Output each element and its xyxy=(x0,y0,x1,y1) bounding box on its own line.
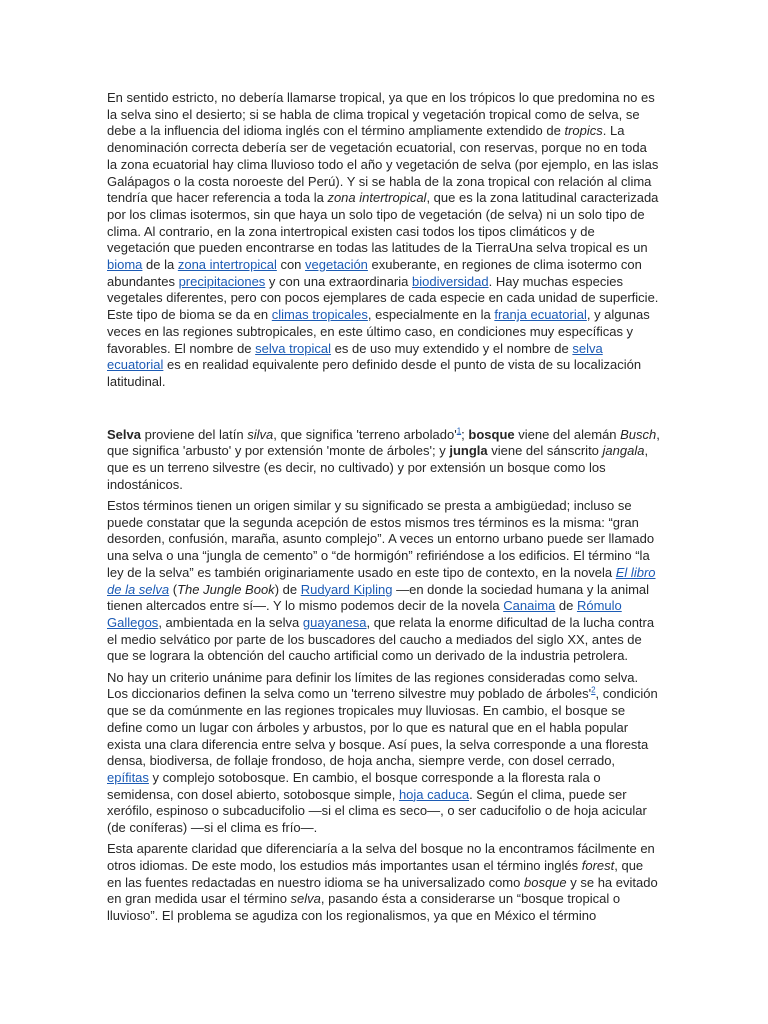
text-run: . La denominación correcta debería ser de vegetación ecuatorial, con reservas, porque no en toda la zona ecuatorial hay clima lluvioso todo el año y vegetación de selva (por ejemplo, en las islas Galápagos o la costa noroeste del Perú). Y si se habla de la zona tropical con relación al clima tendría que hacer referencia a toda la xyxy=(107,123,659,206)
italic-term: Busch xyxy=(620,426,657,442)
link-franja-ecuatorial[interactable]: franja ecuatorial xyxy=(494,307,587,323)
link-vegetacion[interactable]: vegetación xyxy=(305,257,368,273)
paragraph xyxy=(107,670,660,837)
text-run: , pasando ésta a considerarse un “bosque tropical o lluvioso”. El problema se agudiza con los regionalismos, ya que en México el término xyxy=(107,891,621,924)
italic-term: zona intertropical xyxy=(327,190,427,206)
text-run: de xyxy=(555,598,577,614)
text-run: , y algunas veces en las regiones subtropicales, en este último caso, en condiciones muy específicas y favorables. El nombre de xyxy=(107,307,650,356)
link-selva-tropical[interactable]: selva tropical xyxy=(255,340,332,356)
text-run: , especialmente en la xyxy=(367,307,495,323)
link-hoja-caduca[interactable]: hoja caduca xyxy=(398,786,470,802)
text-run: ( xyxy=(169,581,178,597)
italic-term: The Jungle Book xyxy=(177,581,275,597)
text-run: y complejo sotobosque. En cambio, el bosque corresponde a la floresta rala o semidensa, con dosel abierto, sotobosque simple, xyxy=(107,769,601,802)
footnote-ref-link[interactable]: 1 xyxy=(456,426,462,436)
text-run: . Según el clima, puede ser xerófilo, espinoso o subcaducifolio —si el clima es seco—, o ser caducifolio o de hoja acicular (de coníferas) —si el clima es frío—. xyxy=(107,786,647,836)
italic-term: jangala xyxy=(602,443,645,459)
text-run: y se ha evitado en gran medida usar el término xyxy=(107,874,658,907)
text-run: con xyxy=(276,257,306,273)
text-run: , que en las fuentes redactadas en nuestro idioma se ha universalizado como xyxy=(107,858,644,890)
italic-term: forest xyxy=(581,858,615,874)
italic-term: silva xyxy=(247,426,274,442)
text-run: proviene del latín xyxy=(140,426,248,442)
text-run: , que significa 'terreno arbolado' xyxy=(273,426,457,442)
article-body xyxy=(107,90,660,929)
text-run: En sentido estricto, no debería llamarse tropical, ya que en los trópicos lo que predomina no es la selva sino el desierto; si se habla de clima tropical y vegetación tropical como de selva, se debe a la influencia del idioma inglés con el término ampliamente extendido de xyxy=(107,90,655,139)
text-run: y con una extraordinaria xyxy=(265,273,412,289)
link-biodiversidad[interactable]: biodiversidad xyxy=(412,273,489,289)
text-run: , que relata la enorme dificultad de la lucha contra el medio selvático por parte de los buscadores del caucho a mediados del siglo XX, antes de que se lograra la obtención del caucho artificial como un derivado de la industria petrolera. xyxy=(107,614,655,664)
text-run: es de uso muy extendido y el nombre de xyxy=(331,340,573,356)
text-run: , que es la zona latitudinal caracterizada por los climas isotermos, sin que haya un solo tipo de vegetación (de selva) ni un solo tipo de clima. Al contrario, en la zona intertropical existen casi todos los tipos climáticos y de vegetación que pueden encontrarse en todas las latitudes de la TierraUna selva tropical es un xyxy=(107,190,659,256)
link-climas-tropicales[interactable]: climas tropicales xyxy=(271,307,368,323)
text-run: ) de xyxy=(274,581,301,597)
italic-term: bosque xyxy=(523,874,567,890)
text-run: , que es un terreno silvestre (es decir, no cultivado) y por extensión un bosque como los indostánicos. xyxy=(107,443,649,492)
paragraph xyxy=(107,498,660,665)
bold-term: jungla xyxy=(449,443,488,459)
link-rudyard-kipling[interactable]: Rudyard Kipling xyxy=(300,581,393,597)
link-romulo-gallegos[interactable]: Rómulo Gallegos xyxy=(107,598,622,630)
text-run: Estos términos tienen un origen similar y su significado se presta a ambigüedad; incluso se puede constatar que la segunda acepción de estos mismos tres términos es la misma: “gran desorden, confusión, maraña, asunto complejo”. A veces un entorno urbano puede ser llamado una selva o una “jungla de cemento” o “de hormigón” refiriéndose a los edificios. El término “la ley de la selva” es también originariamente usado en este tipo de contexto, en la novela xyxy=(107,498,655,580)
text-run: , que significa 'arbusto' y por extensión 'monte de árboles'; y xyxy=(107,426,660,459)
bold-term: Selva xyxy=(107,426,141,442)
link-canaima[interactable]: Canaima xyxy=(503,598,556,614)
link-zona-intertropical[interactable]: zona intertropical xyxy=(177,257,277,273)
italic-term: tropics xyxy=(564,123,603,139)
text-run: es en realidad equivalente pero definido desde el punto de vista de su localización latitudinal. xyxy=(107,357,642,389)
footnote-ref-link[interactable]: 2 xyxy=(591,686,596,696)
link-precipitaciones[interactable]: precipitaciones xyxy=(178,273,266,289)
text-run: . Hay muchas especies vegetales diferentes, pero con pocos ejemplares de cada especie en cada unidad de superficie. Este tipo de bioma se da en xyxy=(107,273,659,323)
text-run: viene del alemán xyxy=(514,426,621,442)
link-selva-ecuatorial[interactable]: selva ecuatorial xyxy=(107,340,603,373)
link-bioma[interactable]: bioma xyxy=(107,257,143,273)
link-guayanesa[interactable]: guayanesa xyxy=(302,614,367,630)
text-run: —en donde la sociedad humana y la animal tienen altercados entre sí—. Y lo mismo podemos decir de la novela xyxy=(107,581,650,614)
text-run: No hay un criterio unánime para definir los límites de las regiones consideradas como selva. Los diccionarios definen la selva como un 'terreno silvestre muy poblado de árboles' xyxy=(107,669,639,702)
text-run: , condición que se da comúnmente en las regiones tropicales muy lluviosas. En cambio, el bosque se define como un lugar con árboles y arbustos, por lo que es natural que en el habla popular exista una clara diferencia entre selva y bosque. Así pues, la selva corresponde a una floresta densa, biodiversa, de follaje frondoso, de hoja ancha, siempre verde, con dosel cerrado, xyxy=(107,686,658,769)
text-run: , ambientada en la selva xyxy=(158,614,303,630)
text-run: de la xyxy=(142,257,178,273)
paragraph xyxy=(107,427,660,494)
link-el-libro-de-la-selva[interactable]: El libro de la selva xyxy=(107,564,656,597)
text-run: Esta aparente claridad que diferenciaría a la selva del bosque no la encontramos fácilmente en otros idiomas. De este modo, los estudios más importantes usan el término inglés xyxy=(107,841,655,874)
paragraph xyxy=(107,90,660,391)
paragraph xyxy=(107,841,660,925)
text-run: ; xyxy=(461,426,469,442)
text-run: viene del sánscrito xyxy=(487,443,603,459)
italic-term: selva xyxy=(290,891,321,907)
bold-term: bosque xyxy=(468,426,515,442)
link-epifitas[interactable]: epífitas xyxy=(107,769,149,785)
text-run: exuberante, en regiones de clima isotermo con abundantes xyxy=(107,257,642,289)
